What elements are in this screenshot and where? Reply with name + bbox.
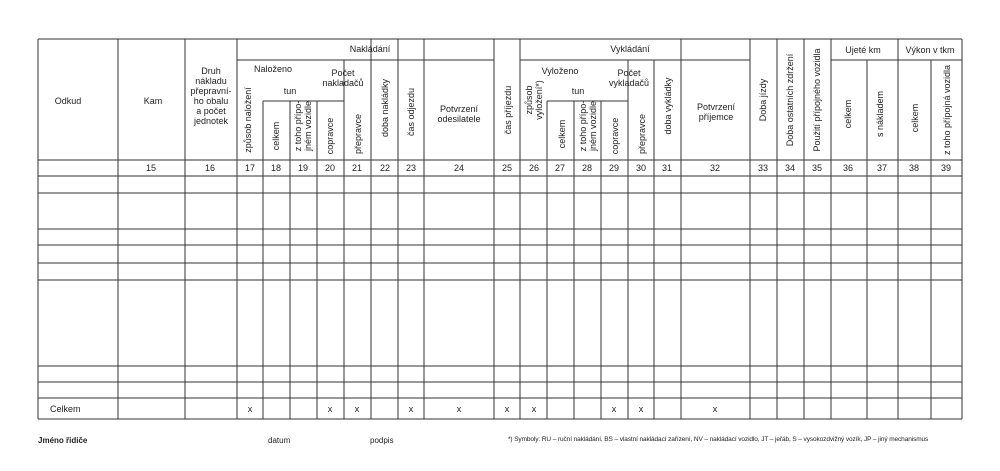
total-row-mark: x	[638, 404, 644, 414]
header-kam: Kam	[143, 96, 163, 106]
header-z-toho-pripojna: z toho přípojná vozidla	[942, 64, 952, 156]
column-number: 18	[270, 163, 282, 173]
footer-note: *) Symboly: RU – ruční nakládání, BS – vlastní nakládací zařízení, NV – nakládací vozidlo, JT – jeřáb, S – vysokozdvižný vozík, JP – jiný mechanismus	[508, 436, 929, 443]
header-celkem-unload: celkem	[557, 119, 567, 149]
header-odkud: Odkud	[54, 96, 82, 106]
header-celkem-km: celkem	[843, 99, 853, 129]
column-number: 22	[379, 163, 391, 173]
column-number: 31	[661, 163, 673, 173]
total-row-mark: x	[531, 404, 537, 414]
column-number: 29	[608, 163, 620, 173]
header-celkem-vykon: celkem	[910, 103, 920, 133]
header-potvrzeni-odesilatele: Potvrzení odesilatele	[437, 104, 481, 124]
header-copravce-load: copravce	[325, 117, 335, 155]
header-nalozeno: Naloženo	[253, 64, 293, 74]
header-ujete-km: Ujeté km	[845, 45, 881, 55]
column-number: 26	[528, 163, 540, 173]
header-s-nakladem: s nákladem	[875, 90, 885, 138]
header-z-toho-pripo-unload: z toho přípo- jném vozidle	[578, 100, 598, 152]
header-doba-vykladky: doba vykládky	[663, 77, 673, 135]
header-vykladani: Vykládání	[610, 44, 650, 54]
header-nakladani: Nakládání	[349, 44, 391, 54]
header-doba-jizdy: Doba jízdy	[758, 78, 768, 122]
column-number: 21	[351, 163, 363, 173]
header-zpusob-nalozeni: způsob naložení	[243, 87, 253, 153]
total-row-mark: x	[611, 404, 617, 414]
total-row-mark: x	[247, 404, 253, 414]
column-number: 25	[501, 163, 513, 173]
column-number: 32	[709, 163, 721, 173]
column-number: 23	[405, 163, 417, 173]
total-row-mark: x	[712, 404, 718, 414]
column-number: 17	[244, 163, 256, 173]
column-number: 16	[204, 163, 216, 173]
header-prepravce-load: přepravce	[353, 113, 363, 155]
header-pouzit-pripojne: Použití přípojného vozidla	[812, 48, 822, 152]
header-celkem-load: celkem	[271, 121, 281, 151]
column-number: 37	[876, 163, 888, 173]
column-number: 35	[811, 163, 823, 173]
header-vykon-vtkm: Výkon v tkm	[905, 45, 955, 55]
total-row-mark: x	[456, 404, 462, 414]
header-tun-load: tun	[283, 86, 297, 96]
footer-podpis: podpis	[370, 436, 394, 445]
header-prepravce-unload: přepravce	[637, 113, 647, 155]
column-number: 27	[554, 163, 566, 173]
footer-jmeno-ridice: Jméno řidiče	[38, 436, 88, 445]
header-z-toho-pripo-load: z toho přípo- jném vozidle	[293, 100, 313, 152]
header-druh: Druh nákladu přepravní- ho obalu a počet jednotek	[190, 66, 232, 126]
column-number: 19	[297, 163, 309, 173]
column-number: 39	[940, 163, 952, 173]
header-pocet-nakladacu: Počet nakladačů	[322, 68, 364, 88]
header-doba-ostatnich: Doba ostatních zdržení	[785, 53, 795, 147]
column-number: 20	[324, 163, 336, 173]
column-number: 24	[453, 163, 465, 173]
header-pocet-vykladacu: Počet vykladačů	[608, 68, 650, 88]
total-row-mark: x	[327, 404, 333, 414]
column-number: 15	[145, 163, 157, 173]
header-vylozeno: Vyloženo	[541, 66, 579, 76]
total-row-mark: x	[354, 404, 360, 414]
total-row-mark: x	[408, 404, 414, 414]
total-row-label: Celkem	[50, 404, 81, 414]
header-doba-nakladky: doba nakládky	[380, 78, 390, 138]
column-number: 38	[908, 163, 920, 173]
column-number: 34	[784, 163, 796, 173]
header-zpusob-vylozeni: způsob vyložení*)	[524, 80, 544, 120]
column-number: 28	[581, 163, 593, 173]
header-potvrzeni-prijemce: Potvrzení příjemce	[696, 102, 736, 122]
footer-datum: datum	[268, 436, 291, 445]
column-number: 30	[635, 163, 647, 173]
header-tun-unload: tun	[571, 86, 585, 96]
header-copravce-unload: copravce	[610, 117, 620, 155]
header-cas-prijezdu: čas příjezdu	[503, 85, 513, 135]
column-number: 33	[757, 163, 769, 173]
column-number: 36	[842, 163, 854, 173]
header-cas-odjezdu: čas odjezdu	[406, 87, 416, 137]
total-row-mark: x	[504, 404, 510, 414]
